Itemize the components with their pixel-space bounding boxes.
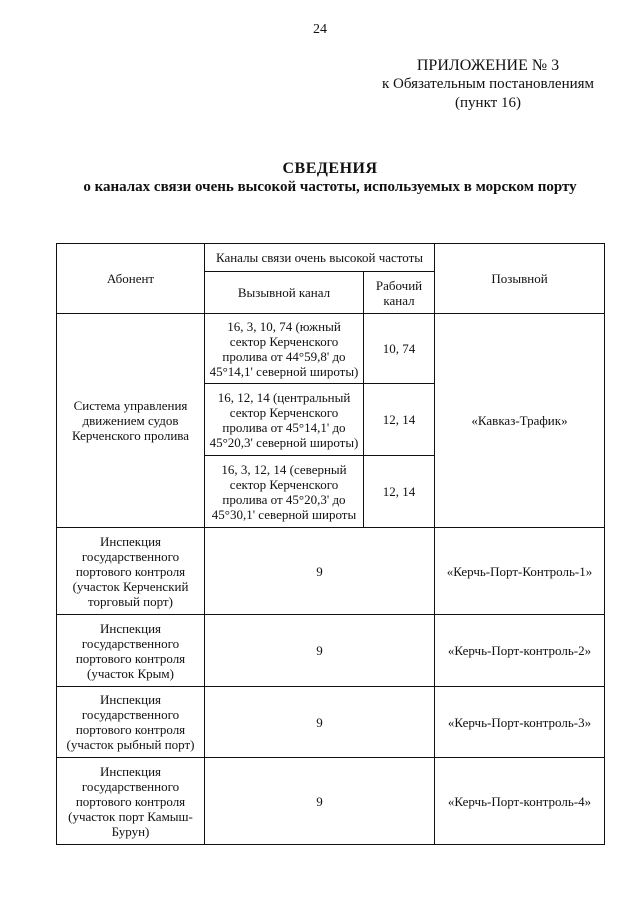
header-subscriber: Абонент xyxy=(57,244,205,314)
inspection-call-sign: «Керчь-Порт-контроль-4» xyxy=(435,758,605,845)
table-row xyxy=(57,314,605,384)
document-heading xyxy=(0,160,640,196)
appendix-reference: к Обязательным постановлениям xyxy=(381,76,595,92)
inspection-channel: 9 xyxy=(205,687,435,758)
heading-title: СВЕДЕНИЯ xyxy=(282,160,378,177)
appendix-block xyxy=(360,56,616,113)
inspection-call-sign: «Керчь-Порт-контроль-3» xyxy=(435,687,605,758)
calling-channel: 16, 3, 12, 14 (северный сектор Керченского пролива от 45°20,3' до 45°30,1' северной широты xyxy=(205,456,364,528)
inspection-subscriber: Инспекция государственного портового контроля (участок рыбный порт) xyxy=(57,687,205,758)
vts-subscriber: Система управления движением судов Керченского пролива xyxy=(57,314,205,528)
table-row xyxy=(57,758,605,845)
header-call-sign: Позывной xyxy=(435,244,605,314)
header-working-channel: Рабочий канал xyxy=(364,272,435,314)
appendix-title: ПРИЛОЖЕНИЕ № 3 xyxy=(416,57,560,74)
inspection-subscriber: Инспекция государственного портового контроля (участок порт Камыш-Бурун) xyxy=(57,758,205,845)
table-row xyxy=(57,687,605,758)
calling-channel: 16, 12, 14 (центральный сектор Керченского пролива от 45°14,1' до 45°20,3' северной широты) xyxy=(205,384,364,456)
inspection-subscriber: Инспекция государственного портового контроля (участок Керченский торговый порт) xyxy=(57,528,205,615)
calling-channel: 16, 3, 10, 74 (южный сектор Керченского пролива от 44°59,8' до 45°14,1' северной широты) xyxy=(205,314,364,384)
inspection-channel: 9 xyxy=(205,615,435,687)
header-calling-channel: Вызывной канал xyxy=(205,272,364,314)
inspection-channel: 9 xyxy=(205,758,435,845)
inspection-subscriber: Инспекция государственного портового контроля (участок Крым) xyxy=(57,615,205,687)
table-header-row xyxy=(57,244,605,272)
vts-call-sign: «Кавказ-Трафик» xyxy=(435,314,605,528)
table-row xyxy=(57,615,605,687)
inspection-call-sign: «Керчь-Порт-контроль-2» xyxy=(435,615,605,687)
inspection-channel: 9 xyxy=(205,528,435,615)
appendix-clause: (пункт 16) xyxy=(455,95,521,111)
inspection-call-sign: «Керчь-Порт-Контроль-1» xyxy=(435,528,605,615)
working-channel: 10, 74 xyxy=(364,314,435,384)
vhf-channels-table xyxy=(56,243,605,845)
page-number: 24 xyxy=(313,22,327,37)
working-channel: 12, 14 xyxy=(364,456,435,528)
table-row xyxy=(57,528,605,615)
header-vhf-channels: Каналы связи очень высокой частоты xyxy=(205,244,435,272)
heading-subtitle: о каналах связи очень высокой частоты, используемых в морском порту xyxy=(83,179,577,195)
working-channel: 12, 14 xyxy=(364,384,435,456)
